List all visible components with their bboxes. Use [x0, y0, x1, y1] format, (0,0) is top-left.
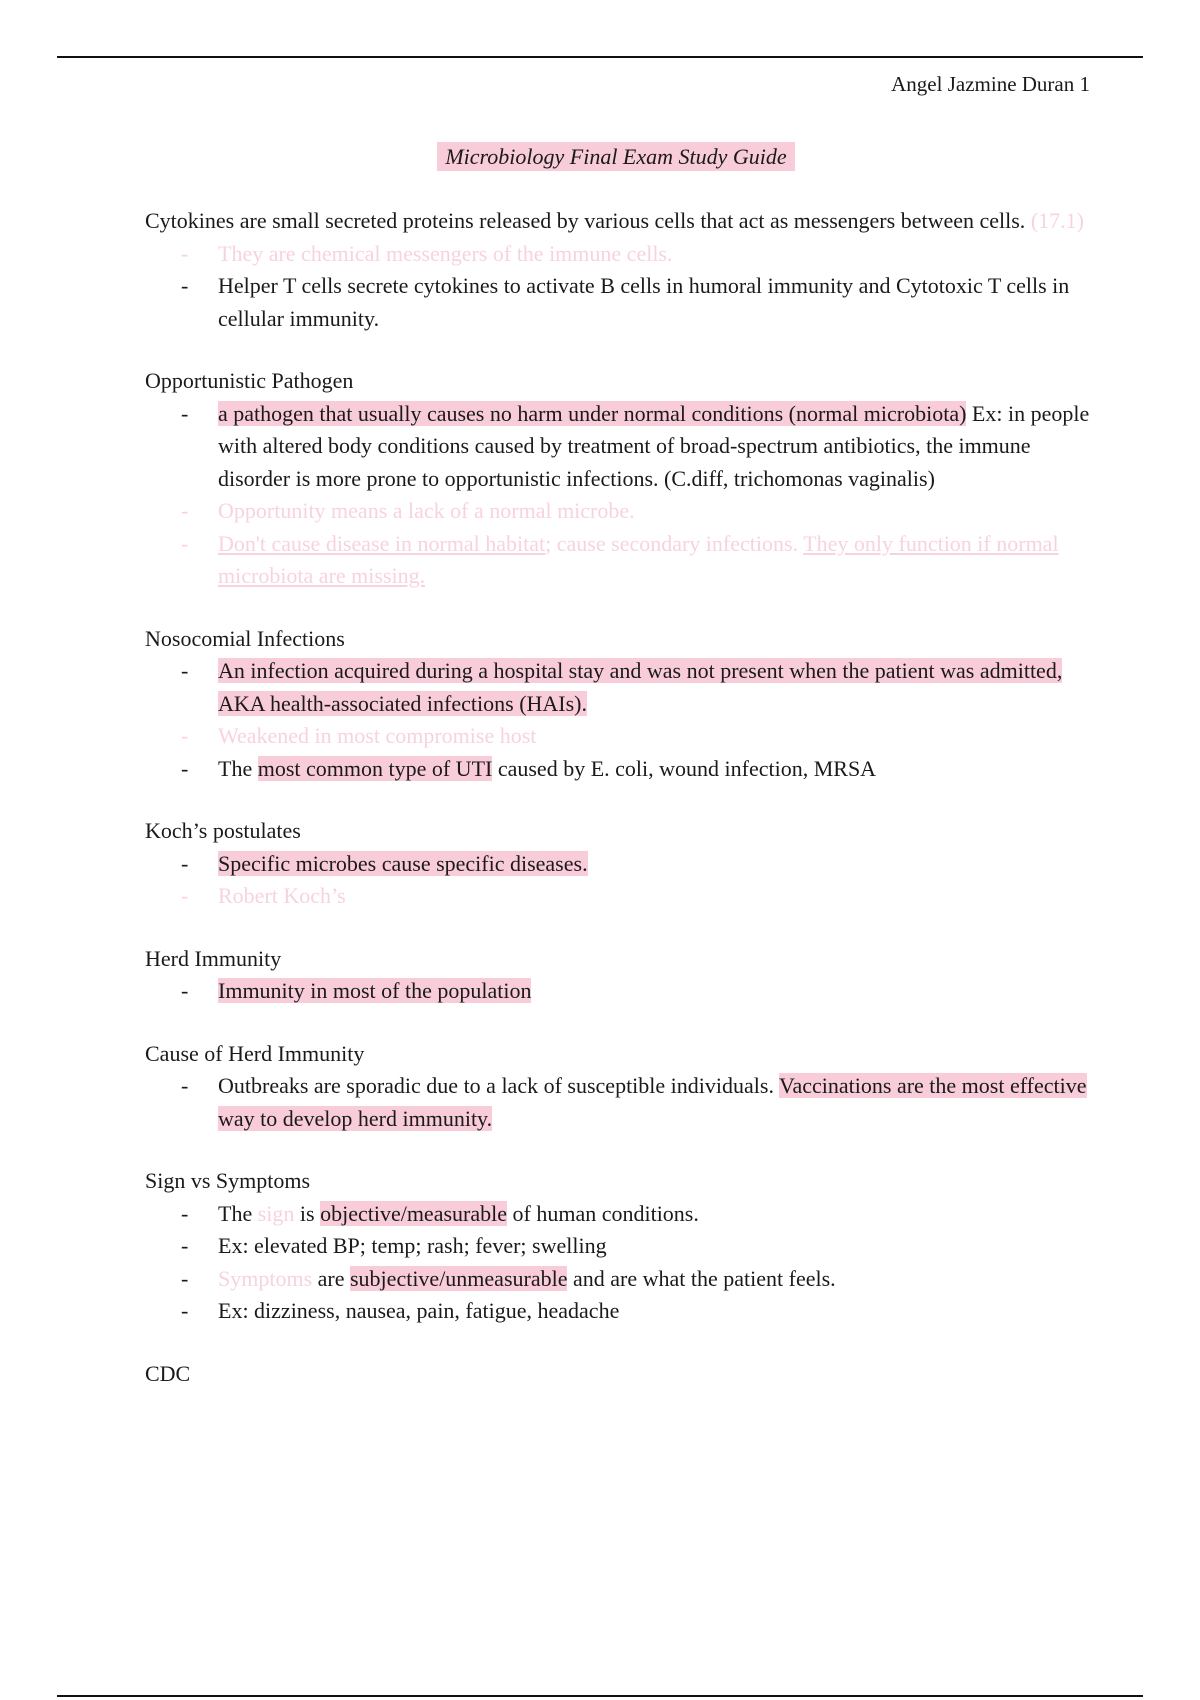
list-item-text: of human conditions.	[507, 1200, 699, 1226]
section-heading: Nosocomial Infections	[145, 625, 345, 651]
header-rule	[57, 56, 1143, 58]
dash-bullet: -	[181, 978, 189, 1003]
list-item-text: caused by E. coli, wound infection, MRSA	[492, 755, 877, 781]
list-item-text: is	[294, 1200, 321, 1226]
list-item	[145, 1263, 1090, 1296]
dash-bullet: -	[181, 240, 189, 266]
highlighted-text: Immunity in most of the population	[218, 978, 532, 1003]
cytokines-intro	[145, 205, 1090, 238]
cytokines-list	[145, 238, 1090, 336]
footer-rule	[57, 1695, 1143, 1697]
dash-bullet: -	[181, 723, 189, 748]
koch-list	[145, 848, 1090, 913]
section-signs	[145, 1165, 1090, 1328]
nosocomial-list	[145, 655, 1090, 785]
herd-cause-list	[145, 1070, 1090, 1135]
list-item-text: Helper T cells secrete cytokines to activate B cells in humoral immunity and Cytotoxic T cells in cellular immunity.	[218, 273, 1070, 331]
section-cdc	[145, 1358, 1090, 1391]
list-item	[145, 270, 1090, 335]
dash-bullet: -	[181, 1073, 189, 1098]
dash-bullet: -	[181, 1233, 189, 1258]
dash-bullet: -	[181, 400, 189, 426]
section-heading: Herd Immunity	[145, 945, 282, 971]
highlighted-text: An infection acquired during a hospital stay and was not present when the patient was admitted, AKA health-associated infections (HAIs).	[218, 658, 1063, 716]
list-item	[145, 528, 1090, 593]
faint-text: Symptoms	[218, 1265, 313, 1291]
section-cytokines	[145, 205, 1090, 335]
section-herd-cause	[145, 1038, 1090, 1136]
dash-bullet: -	[181, 273, 189, 298]
dash-bullet: -	[181, 1265, 189, 1291]
document-body	[145, 205, 1090, 1420]
dash-bullet: -	[181, 530, 189, 556]
list-item	[145, 880, 1090, 913]
cytokines-intro-text: Cytokines are small secreted proteins released by various cells that act as messengers between cells.	[145, 208, 1026, 233]
list-item	[145, 720, 1090, 753]
list-item-text: are	[312, 1265, 350, 1291]
highlighted-text: most common type of UTI	[257, 755, 493, 781]
underlined-text: They only function if normal microbiota are missing.	[218, 530, 1059, 588]
list-item	[145, 1198, 1090, 1231]
cytokines-ref: (17.1)	[1030, 208, 1084, 233]
faint-text: sign	[257, 1200, 295, 1226]
list-item-text: Weakened in most compromise host	[218, 723, 537, 748]
list-item	[145, 238, 1090, 271]
list-item	[145, 495, 1090, 528]
list-item-text: The	[218, 1200, 258, 1226]
document-title-text: Microbiology Final Exam Study Guide	[437, 142, 794, 171]
section-herd	[145, 943, 1090, 1008]
highlighted-text: a pathogen that usually causes no harm under normal conditions (normal microbiota)	[218, 400, 967, 426]
list-item-text: The	[218, 755, 258, 781]
list-item	[145, 1070, 1090, 1135]
list-item	[145, 655, 1090, 720]
list-item	[145, 848, 1090, 881]
list-item-text: and are what the patient feels.	[567, 1265, 836, 1291]
section-heading: Sign vs Symptoms	[145, 1168, 311, 1193]
list-item	[145, 1295, 1090, 1328]
list-item-text: Ex: dizziness, nausea, pain, fatigue, headache	[218, 1298, 620, 1323]
highlighted-text: objective/measurable	[320, 1200, 507, 1226]
list-item	[145, 1230, 1090, 1263]
dash-bullet: -	[181, 498, 189, 523]
dash-bullet: -	[181, 883, 189, 908]
document-title	[0, 144, 1200, 170]
list-item	[145, 398, 1090, 496]
list-item-text: Ex: in people with altered body conditions caused by treatment of broad-spectrum antibiotics, the immune disorder is more prone to opportunistic infections. (C.diff, trichomonas vaginalis)	[218, 400, 1090, 491]
list-item-text: Ex: elevated BP; temp; rash; fever; swelling	[218, 1233, 607, 1258]
highlighted-text: Vaccinations are the most effective way to develop herd immunity.	[218, 1073, 1087, 1131]
section-heading: Cause of Herd Immunity	[145, 1040, 365, 1066]
list-item-text: Outbreaks are sporadic due to a lack of susceptible individuals.	[218, 1073, 780, 1098]
dash-bullet: -	[181, 1298, 189, 1323]
section-heading: Opportunistic Pathogen	[145, 368, 354, 393]
highlighted-text: subjective/unmeasurable	[350, 1265, 568, 1291]
dash-bullet: -	[181, 1200, 189, 1226]
section-heading: CDC	[145, 1360, 191, 1386]
section-opportunistic	[145, 365, 1090, 593]
list-item-text: ; cause secondary infections.	[545, 530, 804, 556]
section-nosocomial	[145, 623, 1090, 786]
list-item-text: Opportunity means a lack of a normal microbe.	[218, 498, 635, 523]
list-item	[145, 753, 1090, 786]
opportunistic-list	[145, 398, 1090, 593]
underlined-text: Don't cause disease in normal habitat	[218, 530, 546, 556]
header-author-page: Angel Jazmine Duran 1	[891, 72, 1090, 96]
highlighted-text: Specific microbes cause specific diseases.	[218, 850, 588, 876]
herd-list	[145, 975, 1090, 1008]
dash-bullet: -	[181, 755, 189, 781]
list-item	[145, 975, 1090, 1008]
signs-list	[145, 1198, 1090, 1328]
list-item-text: They are chemical messengers of the immune cells.	[218, 240, 673, 266]
section-koch	[145, 815, 1090, 913]
dash-bullet: -	[181, 850, 189, 876]
list-item-text: Robert Koch’s	[218, 883, 346, 908]
section-heading: Koch’s postulates	[145, 818, 301, 843]
dash-bullet: -	[181, 658, 189, 683]
